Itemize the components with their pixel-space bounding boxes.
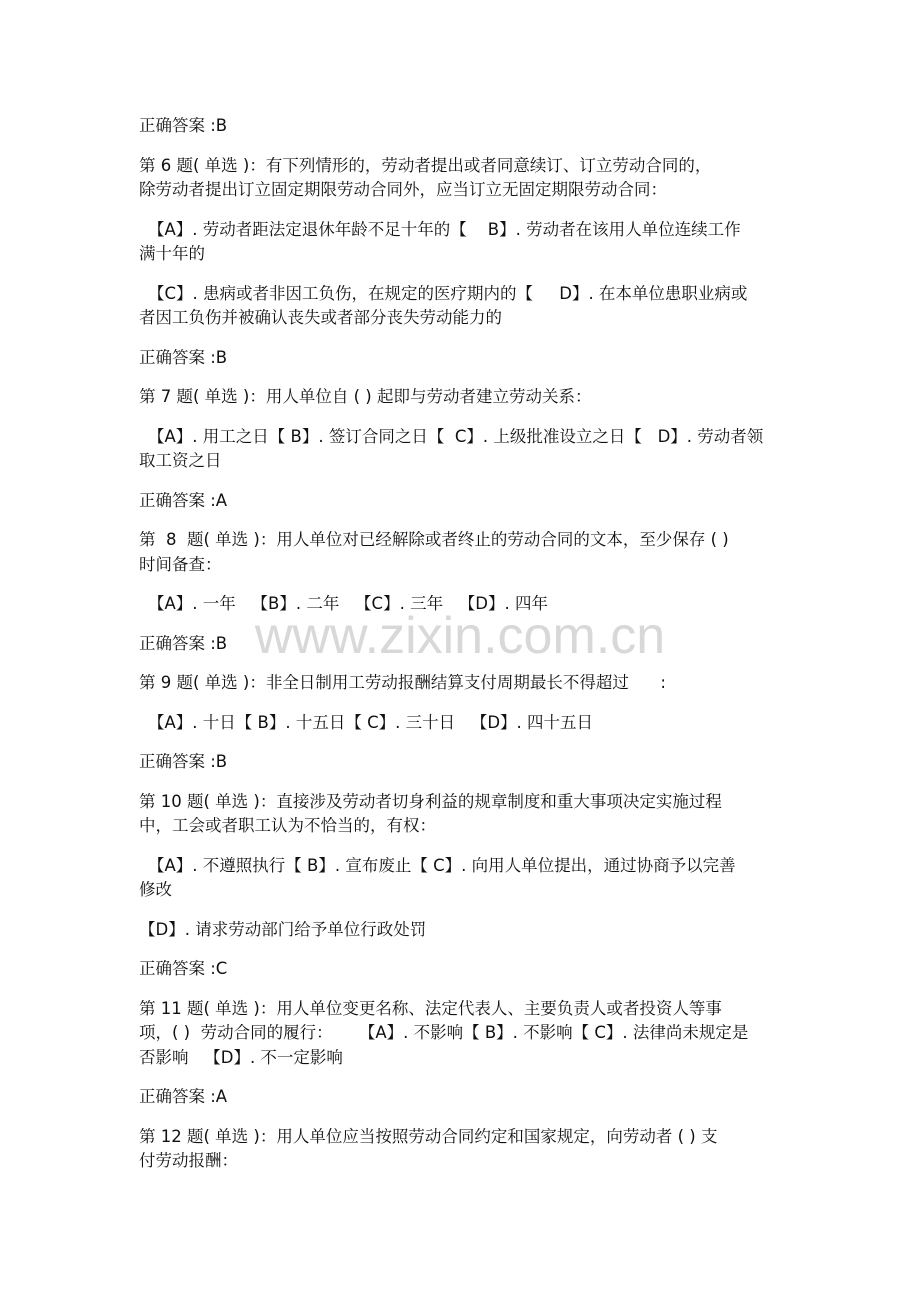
question-8 (139, 528, 839, 577)
question-text: 第 10 题( 单选 )：直接涉及劳动者切身利益的规章制度和重大事项决定实施过程 (139, 791, 722, 811)
answer-block (139, 114, 839, 139)
option-line: 【A】. 不遵照执行【 B】. 宣布废止【 C】. 向用人单位提出，通过协商予以完善 (148, 855, 736, 875)
option-line: 【A】. 劳动者距法定退休年龄不足十年的【 B】. 劳动者在该用人单位连续工作 (148, 219, 741, 239)
question-text: 时间备查： (139, 554, 222, 574)
question-text: 第 12 题( 单选 )：用人单位应当按照劳动合同约定和国家规定，向劳动者 ( ) 支 (139, 1126, 718, 1146)
option-line: 【D】. 请求劳动部门给予单位行政处罚 (139, 919, 427, 939)
option-line: 【C】. 患病或者非因工负伤，在规定的医疗期内的【 D】. 在本单位患职业病或 (148, 283, 748, 303)
answer-line: 正确答案 :B (139, 116, 228, 135)
answer-block (139, 632, 839, 657)
question-text: 第 11 题( 单选 )：用人单位变更名称、法定代表人、主要负责人或者投资人等事 (139, 998, 722, 1018)
question-text: 中，工会或者职工认为不恰当的，有权： (139, 816, 436, 835)
question-10-options-abc (139, 854, 839, 903)
question-7-options (139, 425, 839, 474)
answer-block (139, 750, 839, 775)
question-6-options-ab (139, 218, 839, 267)
question-text: 付劳动报酬： (139, 1151, 238, 1170)
question-text: 否影响 【D】. 不一定影响 (139, 1047, 343, 1067)
answer-line: 正确答案 :B (139, 752, 228, 771)
question-11 (139, 997, 839, 1071)
question-7 (139, 385, 839, 410)
option-line: 取工资之日 (139, 451, 222, 470)
question-text: 项，( ) 劳动合同的履行： 【A】. 不影响【 B】. 不影响【 C】. 法律尚未规定是 (139, 1023, 749, 1042)
question-text: 第 7 题( 单选 )：用人单位自 ( ) 起即与劳动者建立劳动关系： (139, 387, 592, 406)
option-line: 【A】. 十日【 B】. 十五日【 C】. 三十日 【D】. 四十五日 (148, 712, 594, 732)
question-12 (139, 1125, 839, 1174)
option-line: 【A】. 用工之日【 B】. 签订合同之日【 C】. 上级批准设立之日【 D】. 劳动者领 (148, 426, 764, 446)
watermark: www.zixin.com.cn (254, 607, 666, 665)
answer-block (139, 957, 839, 982)
answer-block (139, 489, 839, 514)
question-9-options (139, 711, 839, 736)
option-line: 【A】. 一年 【B】. 二年 【C】. 三年 【D】. 四年 (148, 594, 548, 613)
answer-block (139, 346, 839, 371)
question-6 (139, 154, 839, 203)
question-10-option-d (139, 918, 839, 943)
question-10 (139, 790, 839, 839)
option-line: 者因工负伤并被确认丧失或者部分丧失劳动能力的 (139, 308, 502, 327)
question-text: 第 6 题( 单选 )：有下列情形的，劳动者提出或者同意续订、订立劳动合同的， (139, 155, 712, 175)
question-8-options (139, 592, 839, 617)
answer-line: 正确答案 :C (139, 959, 228, 978)
question-text: 除劳动者提出订立固定期限劳动合同外，应当订立无固定期限劳动合同： (139, 180, 667, 199)
option-line: 修改 (139, 880, 172, 899)
option-line: 满十年的 (139, 244, 205, 263)
document-content (139, 114, 839, 1189)
answer-block (139, 1085, 839, 1110)
question-text: 第 9 题( 单选 )：非全日制用工劳动报酬结算支付周期最长不得超过 : (139, 673, 666, 692)
answer-line: 正确答案 :B (139, 633, 228, 653)
answer-line: 正确答案 :B (139, 347, 228, 367)
answer-line: 正确答案 :A (139, 1087, 228, 1106)
question-9 (139, 671, 839, 696)
answer-line: 正确答案 :A (139, 490, 228, 510)
question-6-options-cd (139, 282, 839, 331)
question-text: 第 8 题( 单选 )：用人单位对已经解除或者终止的劳动合同的文本，至少保存 ( ) (139, 530, 729, 549)
